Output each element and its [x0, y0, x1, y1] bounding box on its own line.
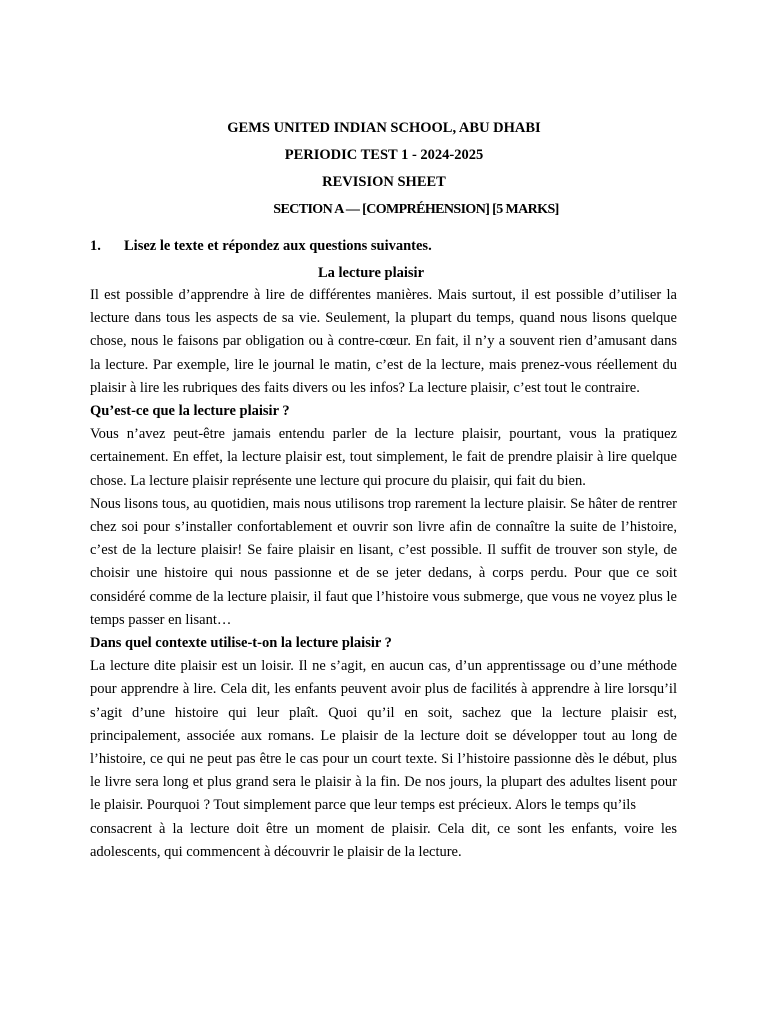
- paragraph: Il est possible d’apprendre à lire de différentes manières. Mais surtout, il est possible d’utiliser la lecture dans tous les aspects de sa vie. Seulement, la plupart du temps, quand nous lisons quelque chose, nous le faisons par obligation ou à contre-cœur. En fait, il n’y a souvent rien d’amusant dans la lecture. Par exemple, lire le journal le matin, c’est de la lecture, mais prenez-vous réellement du plaisir à lire les rubriques des faits divers ou les infos? La lecture plaisir, c’est tout le contraire.: [90, 287, 677, 396]
- question-number: 1.: [90, 238, 101, 254]
- passage-body: [90, 284, 677, 864]
- test-title: PERIODIC TEST 1 - 2024-2025: [284, 147, 484, 163]
- school-name: GEMS UNITED INDIAN SCHOOL, ABU DHABI: [227, 120, 541, 136]
- subheading: Dans quel contexte utilise-t-on la lecture plaisir ?: [90, 635, 392, 652]
- paragraph: consacrent à la lecture doit être un moment de plaisir. Cela dit, ce sont les enfants, voire les adolescents, qui commencent à découvrir le plaisir de la lecture.: [90, 820, 677, 860]
- subheading: Qu’est-ce que la lecture plaisir ?: [90, 403, 290, 420]
- question-instruction: Lisez le texte et répondez aux questions suivantes.: [124, 238, 432, 254]
- passage-title: La lecture plaisir: [317, 265, 425, 281]
- paragraph: Vous n’avez peut-être jamais entendu parler de la lecture plaisir, pourtant, vous la pratiquez certainement. En effet, la lecture plaisir est, tout simplement, le fait de prendre plaisir à lire quelque chose. La lecture plaisir représente une lecture qui procure du plaisir, qui fait du bien.: [90, 426, 677, 489]
- section-heading: SECTION A — [COMPRÉHENSION] [5 MARKS]: [273, 202, 559, 217]
- paragraph: Nous lisons tous, au quotidien, mais nous utilisons trop rarement la lecture plaisir. Se hâter de rentrer chez soi pour s’installer confortablement et ouvrir son livre afin de connaître la suite de l’histoire, c’est de la lecture plaisir! Se faire plaisir en lisant, c’est possible. Il suffit de trouver son style, de choisir une histoire qui nous passionne et de se jeter dedans, à corps perdu. Pour que ce soit considéré comme de la lecture plaisir, il faut que l’histoire vous submerge, que vous ne voyez plus le temps passer en lisant…: [90, 495, 677, 628]
- paragraph: La lecture dite plaisir est un loisir. Il ne s’agit, en aucun cas, d’un apprentissage ou d’une méthode pour apprendre à lire. Cela dit, les enfants peuvent avoir plus de facilités à apprendre à lire lorsqu’il s’agit d’une histoire qui leur plaît. Quoi qu’il en soit, sachez que la lecture plaisir est, principalement, associée aux romans. Le plaisir de la lecture doit se développer tout au long de l’histoire, ce qui ne peut pas être le cas pour un court texte. Si l’histoire passionne dès le début, plus le livre sera long et plus grand sera le plaisir à la fin. De nos jours, la plupart des adultes lisent pour le plaisir. Pourquoi ? Tout simplement parce que leur temps est précieux. Alors le temps qu’ils: [90, 658, 677, 814]
- revision-sheet-title: REVISION SHEET: [322, 174, 446, 190]
